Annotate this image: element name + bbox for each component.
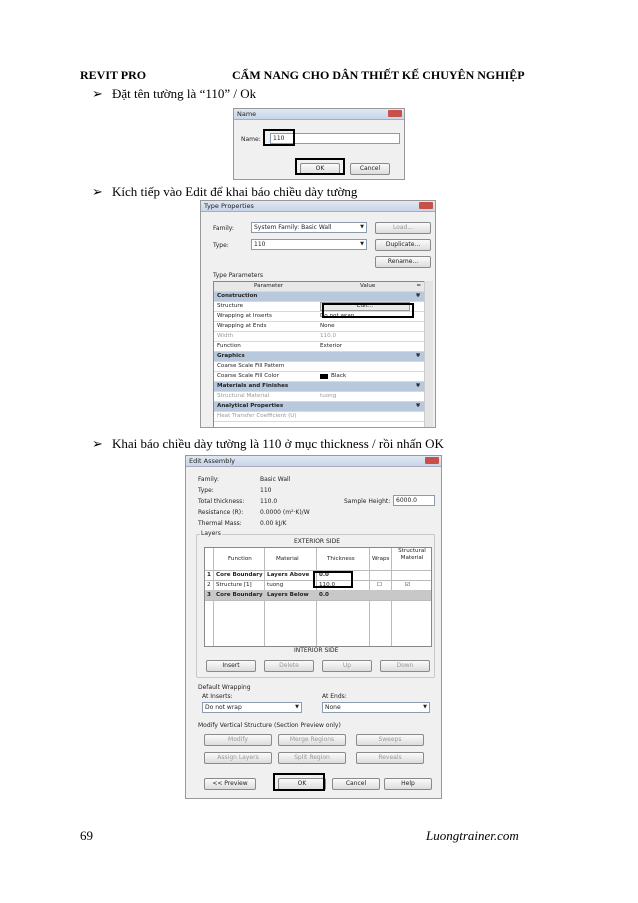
at-ends-select[interactable] (322, 702, 430, 713)
type-parameters-label: Type Parameters (213, 272, 264, 279)
parameter-name: Heat Transfer Coefficient (U) (217, 413, 297, 419)
col-structural-material: Structural Material (398, 548, 426, 561)
ok-button[interactable]: OK (278, 778, 326, 790)
color-swatch-icon (320, 374, 328, 379)
default-wrapping-label: Default Wrapping (198, 684, 251, 691)
chevron-down-icon: ▼ (360, 224, 364, 230)
parameter-name: Coarse Scale Fill Pattern (217, 363, 285, 369)
ea-type-value: 110 (260, 487, 272, 494)
collapse-icon[interactable]: ¥ (416, 353, 420, 359)
close-icon[interactable] (388, 110, 402, 117)
name-dialog-titlebar (234, 109, 404, 120)
at-inserts-label: At Inserts: (202, 693, 233, 700)
chevron-down-icon: ▼ (360, 241, 364, 247)
col-parameter: Parameter (254, 283, 284, 289)
layer-thickness[interactable]: 0.0 (319, 572, 329, 578)
cancel-button[interactable]: Cancel (350, 163, 390, 175)
col-thickness: Thickness (327, 556, 355, 562)
interior-side-label: INTERIOR SIDE (294, 647, 339, 654)
name-dialog-title: Name (237, 110, 257, 118)
parameter-name: Materials and Finishes (217, 383, 289, 389)
parameter-value: tuong (320, 393, 337, 399)
resistance-value: 0.0000 (m²·K)/W (260, 509, 310, 516)
sweeps-button[interactable]: Sweeps (356, 734, 424, 746)
type-select[interactable] (251, 239, 367, 250)
family-select[interactable] (251, 222, 367, 233)
parameter-name: Construction (217, 293, 258, 299)
load-button[interactable]: Load... (375, 222, 431, 234)
at-inserts-value: Do not wrap (205, 704, 242, 711)
collapse-icon[interactable]: ¥ (416, 403, 420, 409)
edit-assembly-dialog (185, 455, 442, 799)
parameter-row[interactable] (214, 412, 424, 422)
name-input[interactable]: 110 (270, 133, 400, 144)
ea-type-label: Type: (198, 487, 214, 494)
type-properties-title: Type Properties (204, 202, 254, 210)
parameter-row[interactable] (214, 362, 424, 372)
parameter-name: Coarse Scale Fill Color (217, 373, 279, 379)
chevron-down-icon: ▼ (295, 704, 299, 710)
page-number: 69 (80, 828, 93, 843)
layer-n: 3 (207, 592, 211, 598)
parameter-name: Wrapping at Inserts (217, 313, 272, 319)
sample-height-input[interactable]: 6000.0 (393, 495, 435, 506)
chevron-down-icon: ▼ (423, 704, 427, 710)
cancel-button[interactable]: Cancel (332, 778, 380, 790)
header-right: CẨM NANG CHO DÂN THIẾT KẾ CHUYÊN NGHIỆP (232, 68, 525, 82)
col-material: Material (276, 556, 299, 562)
parameter-group-row[interactable] (214, 292, 424, 302)
arrow-icon: ➢ (92, 86, 103, 101)
col-wraps: Wraps (372, 556, 390, 562)
layer-n: 2 (207, 582, 211, 588)
fill-color-value: Black (331, 373, 347, 379)
arrow-icon: ➢ (92, 184, 103, 199)
exterior-side-label: EXTERIOR SIDE (294, 538, 340, 545)
modify-vertical-label: Modify Vertical Structure (Section Preview only) (198, 722, 341, 729)
type-properties-titlebar (201, 201, 435, 212)
name-label: Name: (241, 136, 261, 143)
help-button[interactable]: Help (384, 778, 432, 790)
parameter-name: Wrapping at Ends (217, 323, 267, 329)
parameter-name: Function (217, 343, 241, 349)
merge-regions-button[interactable]: Merge Regions (278, 734, 346, 746)
parameter-value: None (320, 323, 335, 329)
parameter-row[interactable] (214, 332, 424, 342)
layer-wraps[interactable]: ☐ (377, 582, 383, 588)
type-label: Type: (213, 242, 229, 249)
highlight-ok-button (295, 158, 345, 175)
close-icon[interactable] (419, 202, 433, 209)
header-left: REVIT PRO (80, 68, 147, 82)
parameter-value: 110.0 (320, 333, 337, 339)
parameter-row[interactable] (214, 372, 424, 382)
layers-label: Layers (201, 530, 221, 537)
col-function: Function (228, 556, 252, 562)
up-button[interactable]: Up (322, 660, 372, 672)
arrow-icon: ➢ (92, 436, 103, 451)
total-thickness-value: 110.0 (260, 498, 278, 505)
duplicate-button[interactable]: Duplicate... (375, 239, 431, 251)
family-select-value: System Family: Basic Wall (254, 224, 332, 231)
parameter-name: Structure (217, 303, 244, 309)
highlight-thickness-cell (313, 571, 353, 588)
at-ends-label: At Ends: (322, 693, 347, 700)
grid-header (214, 282, 424, 292)
parameter-group-row[interactable] (214, 352, 424, 362)
layer-material: Layers Above (267, 572, 310, 578)
layer-thickness[interactable]: 0.0 (319, 592, 329, 598)
family-label: Family: (213, 225, 234, 232)
ea-family-label: Family: (198, 476, 219, 483)
layer-function: Core Boundary (216, 572, 263, 578)
close-icon[interactable] (425, 457, 439, 464)
edit-assembly-titlebar (186, 456, 441, 467)
preview-button[interactable]: << Preview (204, 778, 256, 790)
parameter-name: Width (217, 333, 234, 339)
parameter-group-row[interactable] (214, 402, 424, 412)
assign-layers-button[interactable]: Assign Layers (204, 752, 272, 764)
layer-row[interactable] (205, 590, 431, 600)
thermal-mass-value: 0.00 kJ/K (260, 520, 287, 527)
col-eq: = (416, 283, 421, 289)
parameter-value: Exterior (320, 343, 343, 349)
parameter-group-row[interactable] (214, 382, 424, 392)
thermal-mass-label: Thermal Mass: (198, 520, 242, 527)
layer-material: Layers Below (267, 592, 309, 598)
step-3 (92, 436, 444, 452)
modify-button[interactable]: Modify (204, 734, 272, 746)
parameter-value: Do not wrap (320, 313, 355, 319)
collapse-icon[interactable]: ¥ (416, 383, 420, 389)
col-value: Value (360, 283, 376, 289)
sample-height-label: Sample Height: (344, 498, 391, 505)
ea-family-value: Basic Wall (260, 476, 291, 483)
step-1-text: Đặt tên tường là “110” / Ok (112, 86, 257, 101)
highlight-name-input (263, 129, 295, 146)
layer-function: Core Boundary (216, 592, 263, 598)
layer-thickness[interactable]: 110.0 (319, 582, 336, 588)
total-thickness-label: Total thickness: (198, 498, 245, 505)
parameter-row[interactable] (214, 322, 424, 332)
parameter-name: Analytical Properties (217, 403, 284, 409)
reveals-button[interactable]: Reveals (356, 752, 424, 764)
parameter-name: Structural Material (217, 393, 270, 399)
highlight-ok-button (273, 773, 325, 791)
edit-assembly-title: Edit Assembly (189, 457, 235, 465)
site-name: Luongtrainer.com (426, 828, 519, 843)
resistance-label: Resistance (R): (198, 509, 244, 516)
at-ends-value: None (325, 704, 341, 711)
split-region-button[interactable]: Split Region (278, 752, 346, 764)
rename-button[interactable]: Rename... (375, 256, 431, 268)
step-3-text: Khai báo chiều dày tường là 110 ở mục thickness / rồi nhấn OK (112, 436, 444, 451)
insert-button[interactable]: Insert (206, 660, 256, 672)
layer-function: Structure [1] (216, 582, 252, 588)
grid-scrollbar[interactable] (424, 281, 433, 427)
parameter-row[interactable] (214, 392, 424, 402)
step-2 (92, 184, 357, 200)
collapse-icon[interactable]: ¥ (416, 293, 420, 299)
type-select-value: 110 (254, 241, 266, 248)
step-2-text: Kích tiếp vào Edit để khai báo chiều dày tường (112, 184, 358, 199)
edit-structure-button[interactable]: Edit... (320, 302, 410, 311)
parameter-name: Graphics (217, 353, 245, 359)
layer-material: tuong (267, 582, 284, 588)
ok-button[interactable]: OK (300, 163, 340, 175)
layers-table (204, 547, 432, 647)
highlight-edit-button (322, 303, 414, 318)
down-button[interactable]: Down (380, 660, 430, 672)
parameter-row[interactable] (214, 342, 424, 352)
at-inserts-select[interactable] (202, 702, 302, 713)
step-1 (92, 86, 256, 102)
layer-n: 1 (207, 572, 211, 578)
layer-structural[interactable]: ☑ (405, 582, 411, 588)
delete-button[interactable]: Delete (264, 660, 314, 672)
